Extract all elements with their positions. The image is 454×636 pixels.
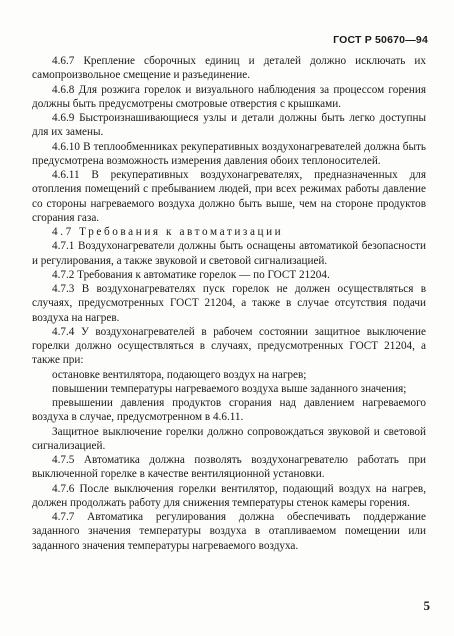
list-item-temperature-rise: повышении температуры нагреваемого воздуха выше заданного значения; (52, 382, 407, 395)
clause-4-7-3: 4.7.3 В воздухонагревателях пуск горелок не должен осуществляться в случаях, предусмотренных ГОСТ 21204, а также в случае отсутствия подачи воздуха на нагрев. (32, 283, 426, 324)
section-heading-4-7: 4.7 Требования к автоматизации (52, 226, 284, 238)
page-number: 5 (423, 598, 430, 613)
standard-header: ГОСТ Р 50670—94 (333, 34, 428, 46)
document-body (32, 54, 426, 553)
clause-4-6-10: 4.6.10 В теплообменниках рекуперативных воздухонагревателей должна быть предусмотрена возможность измерения давления обоих теплоносителей. (32, 140, 426, 167)
clause-4-7-2: 4.7.2 Требования к автоматике горелок — по ГОСТ 21204. (52, 268, 330, 281)
clause-4-6-8: 4.6.8 Для розжига горелок и визуального наблюдения за процессом горения должны быть предусмотрены смотровые отверстия с крышками. (32, 83, 426, 110)
clause-protective-shutdown-signal: Защитное выключение горелки должно сопровождаться звуковой и световой сигнализацией. (32, 425, 426, 452)
clause-4-6-9: 4.6.9 Быстроизнашивающиеся узлы и детали должны быть легко доступны для их замены. (32, 112, 426, 139)
clause-4-7-6: 4.7.6 После выключения горелки вентилятор, подающий воздух на нагрев, должен продолжать работу для снижения температуры стенок камеры горения. (32, 482, 426, 509)
clause-4-7-5: 4.7.5 Автоматика должна позволять воздухонагревателю работать при выключенной горелке в качестве вентиляционной установки. (32, 454, 426, 481)
clause-4-6-11: 4.6.11 В рекуперативных воздухонагревателях, предназначенных для отопления помещений с пребыванием людей, при всех режимах работы давление со стороны нагреваемого воздуха должно быть выше, чем на стороне продуктов сгорания газа. (32, 169, 426, 224)
clause-4-7-7: 4.7.7 Автоматика регулирования должна обеспечивать поддержание заданного значения температуры воздуха в отапливаемом помещении или заданного значения температуры нагреваемого воздуха. (32, 511, 426, 552)
clause-4-7-1: 4.7.1 Воздухонагреватели должны быть оснащены автоматикой безопасности и регулирования, а также звуковой и световой сигнализацией. (32, 240, 426, 267)
list-item-pressure-excess: превышении давления продуктов сгорания над давлением нагреваемого воздуха в случае, предусмотренном в 4.6.11. (32, 397, 426, 424)
clause-4-7-4: 4.7.4 У воздухонагревателей в рабочем состоянии защитное выключение горелки должно осуществляться в случаях, предусмотренных ГОСТ 21204, а также при: (32, 325, 426, 367)
list-item-fan-stop: остановке вентилятора, подающего воздух на нагрев; (52, 368, 307, 381)
clause-4-6-7: 4.6.7 Крепление сборочных единиц и деталей должно исключать их самопроизвольное смещение и разъединение. (32, 55, 426, 82)
